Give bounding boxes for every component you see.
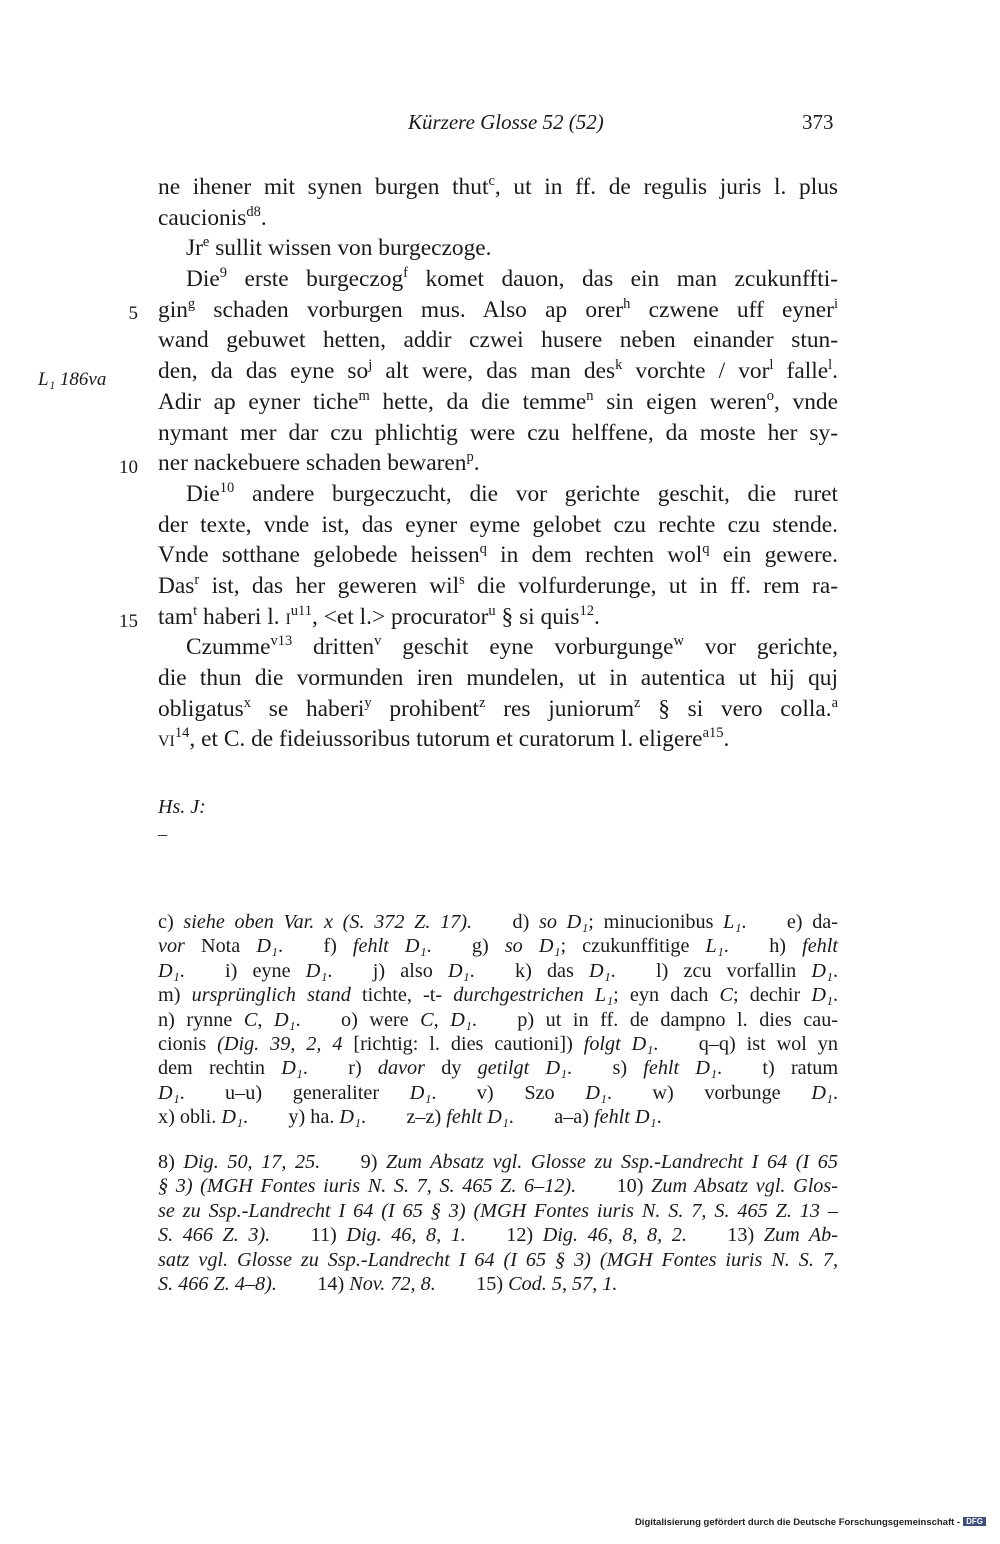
source-line: 8) Dig. 50, 17, 25. 9) Zum Absatz vgl. Glosse zu Ssp.-Landrecht I 64 (I 65 — [158, 1151, 838, 1173]
text-line: ne ihener mit synen burgen thut$^c$, ut in ff. de regulis juris l. plus — [158, 173, 838, 200]
text-line: Die$^9$ erste burgeczog$^f$ komet dauon, das ein man zcukunffti- — [186, 265, 838, 293]
folio-reference: L₁ 186va — [38, 369, 107, 390]
main-text — [158, 172, 838, 755]
dfg-logo: DFG — [963, 1517, 986, 1526]
apparatus-line: x) obli. D₁. y) ha. D₁. z–z) fehlt D₁. a–a) fehlt D₁. — [158, 1106, 662, 1129]
apparatus-line: cionis (Dig. 39, 2, 4 [richtig: l. dies cautioni]) folgt D₁. q–q) ist wol yn — [158, 1032, 838, 1055]
text-line: wand gebuwet hetten, addir czwei husere neben einander stun- — [158, 327, 838, 354]
line-number-15: 15 — [119, 611, 138, 632]
apparatus-line: n) rynne C, D₁. o) were C, D₁. p) ut in ff. de dampno l. dies cau- — [158, 1008, 839, 1031]
page-number: 373 — [802, 110, 834, 134]
line-number-10: 10 — [119, 457, 138, 478]
text-line: $vi^{14}$, et C. de fideiussoribus tutorum et curatorum l. eligere$^{a15}$. — [158, 725, 730, 753]
dfg-credit-text: Digitalisierung gefördert durch die Deutsche Forschungsgemeinschaft - — [634, 1517, 961, 1528]
source-notes — [158, 1150, 838, 1296]
text-line: die thun die vormunden iren mundelen, ut in autentica ut hij quj — [158, 665, 838, 691]
apparatus-line: c) siehe oben Var. x (S. 372 Z. 17). d) so D₁; minucionibus L₁. e) da- — [158, 911, 838, 933]
text-line: Jr$^e$ sullit wissen von burgeczoge. — [186, 234, 492, 262]
text-line: Das$^r$ ist, das her geweren wil$^s$ die volfurderunge, ut in ff. rem ra- — [158, 571, 838, 599]
source-line: S. 466 Z. 4–8). 14) Nov. 72, 8. 15) Cod. 5, 57, 1. — [158, 1272, 618, 1295]
text-line: nymant mer dar czu phlichtig were czu helffene, da moste her sy- — [158, 419, 838, 446]
text-line: Die$^{10}$ andere burgeczucht, die vor gerichte geschit, die ruret — [186, 479, 838, 507]
text-line: obligatus$^x$ se haberi$^y$ prohibent$^z$ res juniorum$^z$ § si vero colla.$^a$ — [158, 694, 838, 722]
text-line: caucionis$^{d8}$. — [158, 203, 267, 231]
source-line: S. 466 Z. 3). 11) Dig. 46, 8, 1. 12) Dig. 46, 8, 8, 2. 13) Zum Ab- — [158, 1224, 838, 1247]
text-line: Czumme$^{v13}$ dritten$^v$ geschit eyne vorburgunge$^w$ vor gerichte, — [186, 633, 838, 661]
text-line: gin$^g$ schaden vorburgen mus. Also ap orer$^h$ czwene uff eyner$^i$ — [158, 295, 838, 323]
text-line: tam$^t$ haberi l. $i^{u11}$, <et l.> procurator$^u$ § si quis$^{12}$. — [158, 602, 600, 630]
source-line: satz vgl. Glosse zu Ssp.-Landrecht I 64 (I 65 § 3) (MGH Fontes iuris N. S. 7, — [158, 1248, 838, 1271]
apparatus-line: vor Nota D₁. f) fehlt D₁. g) so D₁; czukunffitige L₁. h) fehlt — [158, 935, 838, 958]
apparatus-line: D₁. i) eyne D₁. j) also D₁. k) das D₁. l) zcu vorfallin D₁. — [158, 959, 838, 982]
manuscript-dash: – — [158, 824, 167, 844]
critical-apparatus — [158, 910, 838, 1130]
source-line: § 3) (MGH Fontes iuris N. S. 7, S. 465 Z. 6–12). 10) Zum Absatz vgl. Glos- — [158, 1175, 838, 1198]
text-line: Adir ap eyner tiche$^m$ hette, da die temme$^n$ sin eigen weren$^o$, vnde — [158, 387, 838, 415]
text-line: der texte, vnde ist, das eyner eyme gelobet czu rechte czu stende. — [158, 511, 838, 538]
source-line: se zu Ssp.-Landrecht I 64 (I 65 § 3) (MGH Fontes iuris N. S. 7, S. 465 Z. 13 – — [158, 1199, 838, 1222]
text-line: den, da das eyne $so^j$ alt were, das man des$^k$ vorchte / vor$^l$ falle$^l$. — [158, 357, 838, 385]
text-line: ner nackebuere schaden bewaren$^p$. — [158, 449, 480, 477]
running-title: Kürzere Glosse 52 (52) — [408, 110, 604, 134]
apparatus-line: dem rechtin D₁. r) davor dy getilgt D₁. s) fehlt D₁. t) ratum — [158, 1057, 839, 1080]
apparatus-line: D₁. u–u) generaliter D₁. v) Szo D₁. w) vorbunge D₁. — [158, 1081, 838, 1104]
manuscript-label: Hs. J: — [158, 796, 206, 818]
dfg-credit — [635, 1517, 986, 1528]
line-number-5: 5 — [128, 303, 138, 324]
text-line: Vnde sotthane gelobede heissen$^q$ in dem rechten wol$^q$ ein gewere. — [158, 541, 838, 569]
apparatus-line: m) ursprünglich stand tichte, -t- durchgestrichen L₁; eyn dach C; dechir D₁. — [158, 984, 838, 1007]
